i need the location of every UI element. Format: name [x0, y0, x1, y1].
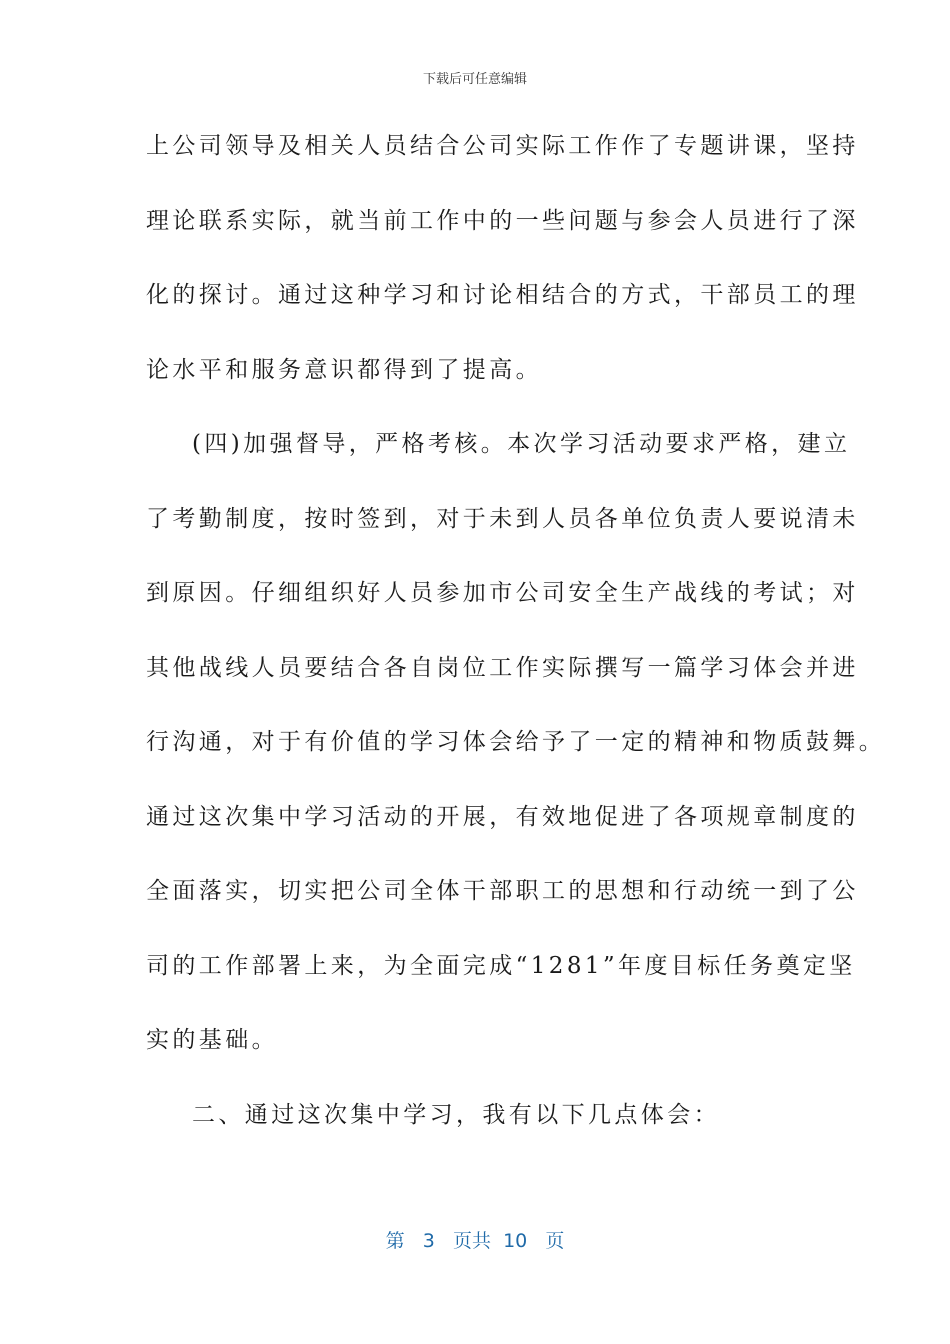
body-line: 理论联系实际，就当前工作中的一些问题与参会人员进行了深 [146, 207, 859, 234]
body-line: 通过这次集中学习活动的开展，有效地促进了各项规章制度的 [146, 803, 859, 830]
body-line: 到原因。仔细组织好人员参加市公司安全生产战线的考试；对 [146, 580, 859, 606]
page-footer [0, 1226, 950, 1253]
body-line: (四)加强督导，严格考核。本次学习活动要求严格，建立 [192, 431, 851, 457]
body-line: 论水平和服务意识都得到了提高。 [146, 356, 542, 383]
body-line: 实的基础。 [146, 1027, 278, 1053]
body-line: 上公司领导及相关人员结合公司实际工作作了专题讲课，坚持 [146, 133, 859, 159]
footer-suffix: 页 [545, 1230, 565, 1252]
body-line: 全面落实，切实把公司全体干部职工的思想和行动统一到了公 [146, 878, 859, 904]
footer-middle: 页共 [452, 1230, 491, 1252]
body-line: 行沟通，对于有价值的学习体会给予了一定的精神和物质鼓舞。 [146, 729, 886, 755]
footer-total-pages: 10 [503, 1230, 528, 1252]
header-note: 下载后可任意编辑 [422, 72, 527, 87]
footer-prefix: 第 [385, 1230, 405, 1252]
body-line: 了考勤制度，按时签到，对于未到人员各单位负责人要说清未 [146, 505, 859, 532]
body-line: 其他战线人员要结合各自岗位工作实际撰写一篇学习体会并进 [146, 654, 859, 681]
body-line: 司的工作部署上来，为全面完成“1281”年度目标任务奠定坚 [146, 952, 856, 979]
body-line: 二、通过这次集中学习，我有以下几点体会： [192, 1101, 720, 1128]
footer-current-page: 3 [422, 1230, 435, 1252]
body-line: 化的探讨。通过这种学习和讨论相结合的方式，干部员工的理 [146, 282, 859, 308]
document-body [146, 122, 886, 1165]
